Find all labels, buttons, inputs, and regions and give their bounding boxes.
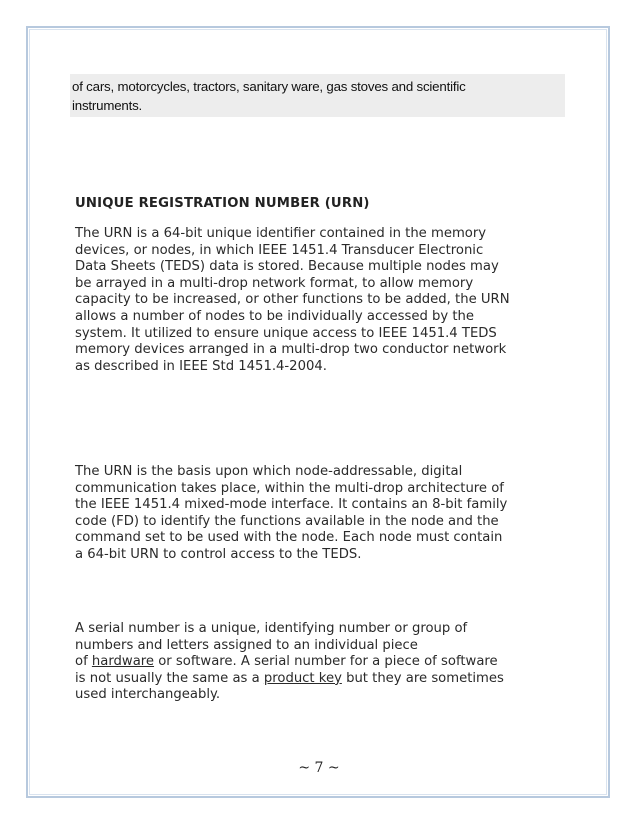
text-line: numbers and letters assigned to an individual piece <box>75 637 418 653</box>
text-line: The URN is a 64-bit unique identifier contained in the memory <box>75 226 487 241</box>
text-line: The URN is the basis upon which node-addressable, digital <box>75 464 463 479</box>
text-fragment: of <box>75 654 92 670</box>
hardware-link[interactable]: hardware <box>91 654 155 670</box>
section-heading: UNIQUE REGISTRATION NUMBER (URN) <box>75 196 370 211</box>
product-key-link[interactable]: product key <box>263 670 342 686</box>
text-line: A serial number is a unique, identifying number or group of <box>75 621 468 636</box>
text-line: command set to be used with the node. Each node must contain <box>75 530 503 546</box>
text-line: devices, or nodes, in which IEEE 1451.4 Transducer Electronic <box>75 242 484 258</box>
paragraph-serial-number <box>75 621 585 704</box>
text-line: communication takes place, within the multi-drop architecture of <box>75 480 504 496</box>
fragment-text <box>72 77 562 115</box>
fragment-line: instruments. <box>72 98 143 113</box>
text-fragment: or software. A serial number for a piece of software <box>154 654 498 670</box>
text-line: memory devices arranged in a multi-drop two conductor network <box>75 342 507 358</box>
text-line <box>75 654 585 671</box>
paragraph-urn-communication <box>75 464 585 564</box>
text-line: as described in IEEE Std 1451.4-2004. <box>75 358 327 374</box>
text-line: code (FD) to identify the functions available in the node and the <box>75 513 499 529</box>
text-fragment: but they are sometimes <box>341 670 504 686</box>
page-number: ~ 7 ~ <box>298 760 340 776</box>
text-line: used interchangeably. <box>75 687 221 703</box>
text-line: Data Sheets (TEDS) data is stored. Because multiple nodes may <box>75 259 499 275</box>
text-line: system. It utilized to ensure unique access to IEEE 1451.4 TEDS <box>75 325 497 341</box>
text-line: capacity to be increased, or other functions to be added, the URN <box>75 292 510 308</box>
fragment-line: of cars, motorcycles, tractors, sanitary ware, gas stoves and scientific <box>72 79 466 94</box>
text-line: be arrayed in a multi-drop network format, to allow memory <box>75 275 474 291</box>
text-line: allows a number of nodes to be individually accessed by the <box>75 308 475 324</box>
text-line: a 64-bit URN to control access to the TEDS. <box>75 546 362 562</box>
text-fragment: is not usually the same as a <box>75 670 264 686</box>
text-line: the IEEE 1451.4 mixed-mode interface. It contains an 8-bit family <box>75 497 508 513</box>
paragraph-urn-definition <box>75 226 585 375</box>
text-line <box>75 671 585 688</box>
